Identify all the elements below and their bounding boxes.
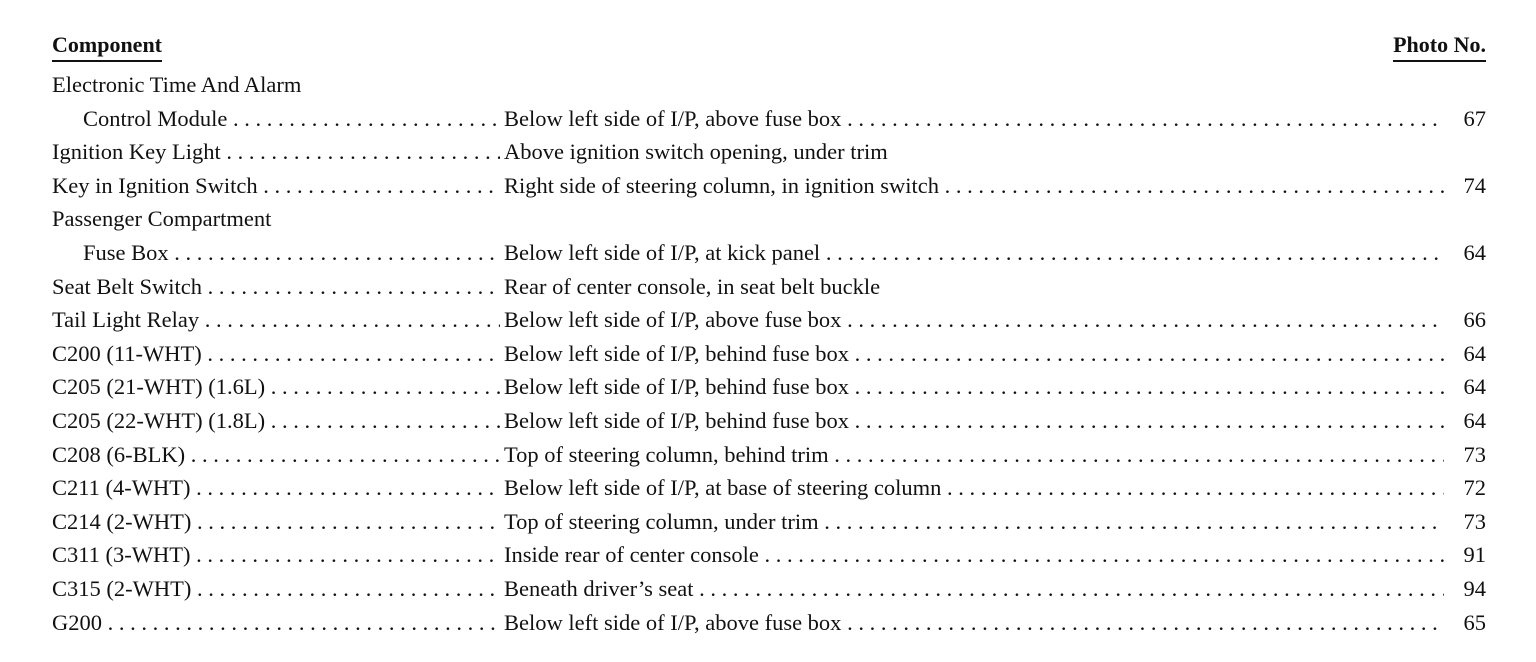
component-cell <box>52 337 500 371</box>
dot-leader <box>202 341 500 366</box>
component-location-table <box>52 28 1486 639</box>
component-name: Tail Light Relay <box>52 307 200 333</box>
dot-leader <box>102 610 500 635</box>
location-cell <box>504 606 1444 640</box>
location-text: Below left side of I/P, behind fuse box <box>504 407 849 433</box>
component-cell <box>52 538 500 572</box>
photo-number-cell: 94 <box>1463 575 1486 601</box>
dot-leader <box>759 542 1444 567</box>
dot-leader <box>169 240 500 265</box>
dot-leader <box>185 442 500 467</box>
component-cell <box>52 169 500 203</box>
location-text: Rear of center console, in seat belt buckle <box>504 273 881 299</box>
dot-leader <box>191 542 500 567</box>
table-row <box>52 606 1486 640</box>
dot-leader <box>202 274 500 299</box>
location-cell <box>504 102 1444 136</box>
location-text: Below left side of I/P, above fuse box <box>504 105 842 131</box>
component-name: Electronic Time And Alarm <box>52 72 302 97</box>
dot-leader <box>841 106 1444 131</box>
dot-leader <box>941 475 1444 500</box>
table-row <box>52 135 1486 169</box>
table-row <box>52 505 1486 539</box>
table-row <box>52 471 1486 505</box>
location-cell <box>504 169 1444 203</box>
table-row <box>52 404 1486 438</box>
location-text: Below left side of I/P, above fuse box <box>504 307 842 333</box>
dot-leader <box>849 374 1444 399</box>
dot-leader <box>265 374 500 399</box>
component-cell <box>52 68 500 102</box>
component-name: C205 (21-WHT) (1.6L) <box>52 374 266 400</box>
location-text: Beneath driver’s seat <box>504 575 694 601</box>
location-cell <box>504 438 1444 472</box>
location-cell <box>504 505 1444 539</box>
component-name: Seat Belt Switch <box>52 273 202 299</box>
component-cell <box>52 404 500 438</box>
dot-leader <box>694 576 1444 601</box>
dot-leader <box>191 475 500 500</box>
component-column-header: Component <box>52 32 162 62</box>
dot-leader <box>841 307 1444 332</box>
table-row <box>52 102 1486 136</box>
dot-leader <box>258 173 500 198</box>
table-row <box>52 270 1486 304</box>
table-row <box>52 370 1486 404</box>
table-row <box>52 68 1486 102</box>
location-cell <box>504 572 1444 606</box>
location-cell <box>504 370 1444 404</box>
table-row <box>52 169 1486 203</box>
location-text: Below left side of I/P, behind fuse box <box>504 340 849 366</box>
dot-leader <box>191 576 500 601</box>
component-cell <box>52 471 500 505</box>
location-text: Below left side of I/P, above fuse box <box>504 609 842 635</box>
photo-number-cell: 65 <box>1463 609 1486 635</box>
table-row <box>52 538 1486 572</box>
dot-leader <box>841 610 1444 635</box>
component-cell <box>52 135 500 169</box>
dot-leader <box>849 408 1444 433</box>
table-row <box>52 572 1486 606</box>
location-text: Right side of steering column, in ignition switch <box>504 172 939 198</box>
component-cell <box>52 438 500 472</box>
location-cell <box>504 270 1444 304</box>
photo-number-cell: 64 <box>1463 340 1486 366</box>
location-cell <box>504 303 1444 337</box>
component-cell <box>52 505 500 539</box>
location-text: Below left side of I/P, at base of steering column <box>504 475 942 501</box>
table-row <box>52 438 1486 472</box>
dot-leader <box>849 341 1444 366</box>
dot-leader <box>820 240 1444 265</box>
dot-leader <box>829 442 1444 467</box>
component-cell <box>52 303 500 337</box>
location-cell <box>504 538 1444 572</box>
location-cell <box>504 337 1444 371</box>
component-name: Passenger Compartment <box>52 206 272 232</box>
component-name: Key in Ignition Switch <box>52 172 258 198</box>
photo-number-cell: 72 <box>1463 475 1486 501</box>
component-name: Fuse Box <box>83 239 169 265</box>
photo-number-column-header: Photo No. <box>1393 32 1486 62</box>
table-header <box>52 28 1486 68</box>
dot-leader <box>191 509 500 534</box>
dot-leader <box>221 139 500 164</box>
table-row <box>52 303 1486 337</box>
photo-number-cell: 91 <box>1463 542 1486 568</box>
table-row <box>52 236 1486 270</box>
photo-number-cell: 64 <box>1463 407 1486 433</box>
photo-number-cell: 64 <box>1463 374 1486 400</box>
component-cell <box>52 202 500 236</box>
table-row <box>52 337 1486 371</box>
component-cell <box>52 236 500 270</box>
location-text: Below left side of I/P, behind fuse box <box>504 374 849 400</box>
component-name: G200 <box>52 609 102 635</box>
photo-number-cell: 73 <box>1463 441 1486 467</box>
component-cell <box>52 606 500 640</box>
component-name: Control Module <box>83 105 228 131</box>
dot-leader <box>199 307 500 332</box>
component-name: C214 (2-WHT) <box>52 508 192 534</box>
location-cell <box>504 471 1444 505</box>
component-cell <box>52 270 500 304</box>
component-cell <box>52 572 500 606</box>
component-name: C315 (2-WHT) <box>52 575 192 601</box>
location-cell <box>504 135 1444 169</box>
dot-leader <box>265 408 500 433</box>
photo-number-cell: 73 <box>1463 508 1486 534</box>
component-name: C211 (4-WHT) <box>52 475 191 501</box>
location-cell <box>504 404 1444 438</box>
location-text: Top of steering column, behind trim <box>504 441 829 467</box>
dot-leader <box>819 509 1444 534</box>
component-name: C208 (6-BLK) <box>52 441 186 467</box>
location-text: Above ignition switch opening, under trim <box>504 139 888 165</box>
table-body <box>52 68 1486 639</box>
photo-number-cell: 66 <box>1463 307 1486 333</box>
component-name: C205 (22-WHT) (1.8L) <box>52 407 266 433</box>
location-text: Inside rear of center console <box>504 542 759 568</box>
location-text: Below left side of I/P, at kick panel <box>504 239 821 265</box>
component-cell <box>52 102 500 136</box>
table-row <box>52 202 1486 236</box>
component-name: Ignition Key Light <box>52 139 221 165</box>
component-cell <box>52 370 500 404</box>
photo-number-cell: 74 <box>1463 172 1486 198</box>
location-cell <box>504 236 1444 270</box>
location-text: Top of steering column, under trim <box>504 508 819 534</box>
dot-leader <box>939 173 1444 198</box>
photo-number-cell: 67 <box>1463 105 1486 131</box>
photo-number-cell: 64 <box>1463 239 1486 265</box>
component-name: C200 (11-WHT) <box>52 340 202 366</box>
component-name: C311 (3-WHT) <box>52 542 191 568</box>
dot-leader <box>227 106 500 131</box>
